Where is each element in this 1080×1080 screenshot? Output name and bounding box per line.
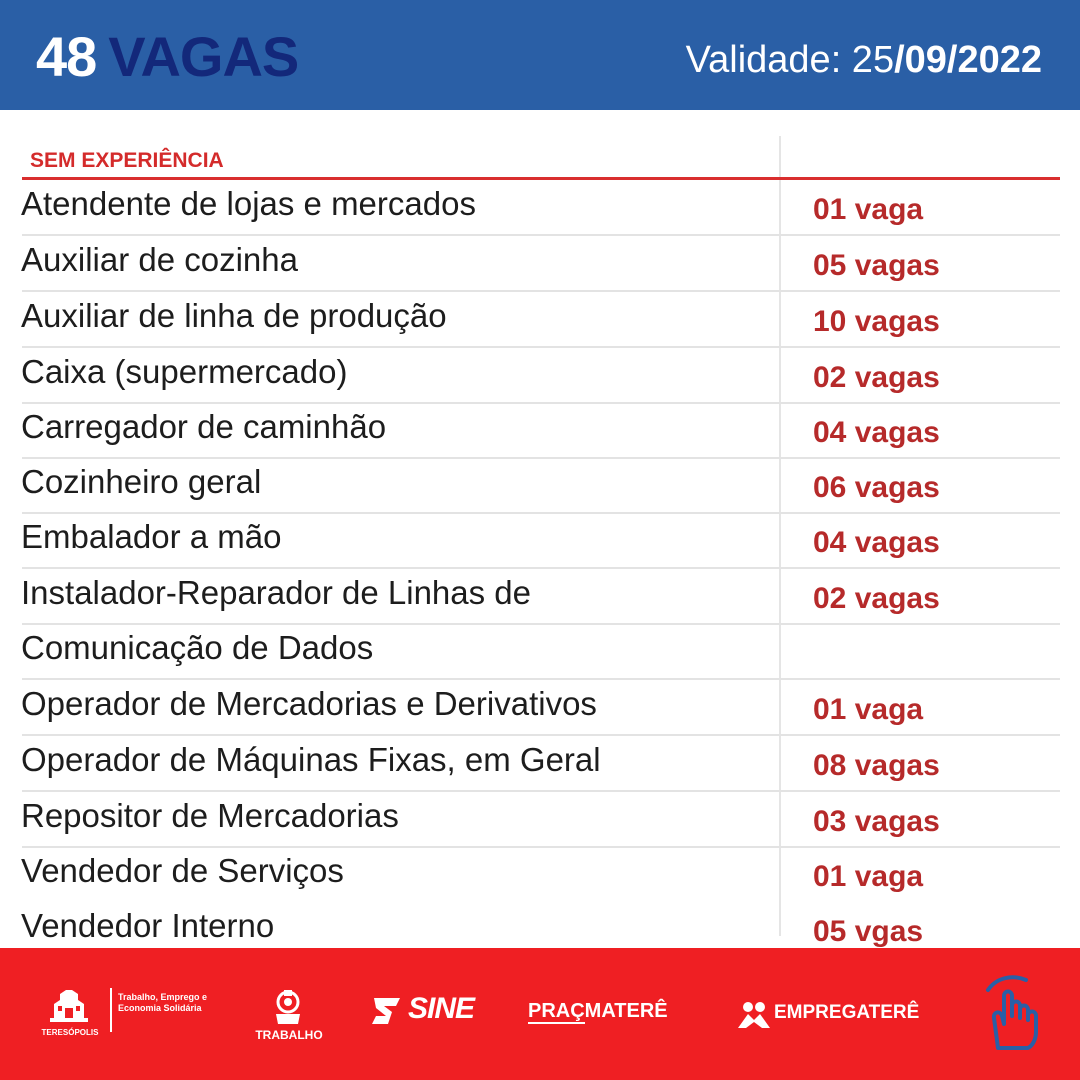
people-icon xyxy=(736,1000,772,1030)
job-quantity: 01 vaga xyxy=(813,693,924,726)
job-quantity: 06 vagas xyxy=(813,471,940,504)
job-quantity: 02 vagas xyxy=(813,582,940,615)
job-quantity: 03 vagas xyxy=(813,805,940,838)
table-row xyxy=(0,680,1080,736)
job-quantity: 02 vagas xyxy=(813,361,940,394)
job-role: Instalador-Reparador de Linhas de xyxy=(21,574,532,611)
job-quantity: 10 vagas xyxy=(813,305,940,338)
page-title xyxy=(36,26,298,88)
job-role: Carregador de caminhão xyxy=(21,408,387,445)
footer-logo-bar xyxy=(0,948,1080,1080)
job-table xyxy=(0,110,1080,948)
validity-date: /09/2022 xyxy=(894,39,1042,81)
sine-logo xyxy=(370,992,490,1036)
table-row xyxy=(0,403,1080,459)
job-role: Embalador a mão xyxy=(21,518,282,555)
section-title: SEM EXPERIÊNCIA xyxy=(30,149,224,172)
prefeitura-logo xyxy=(32,988,212,1048)
job-role: Cozinheiro geral xyxy=(21,463,262,500)
prefeitura-department: Trabalho, Emprego e Economia Solidária xyxy=(118,992,208,1013)
city-crest-icon xyxy=(46,988,92,1024)
praca-materre-logo xyxy=(528,1000,668,1023)
job-role: Operador de Mercadorias e Derivativos xyxy=(21,685,597,722)
prefeitura-town: TERESÓPOLIS xyxy=(41,1028,99,1037)
job-role: Operador de Máquinas Fixas, em Geral xyxy=(21,741,601,778)
empregatere-label: EMPREGATERÊ xyxy=(774,1002,920,1023)
table-row xyxy=(0,458,1080,514)
table-row xyxy=(0,513,1080,569)
header-bar xyxy=(0,0,1080,110)
job-role: Vendedor de Serviços xyxy=(21,852,344,889)
trabalho-logo xyxy=(246,988,332,1048)
job-role: Repositor de Mercadorias xyxy=(21,797,399,834)
sine-s-icon xyxy=(370,996,404,1026)
job-role: Atendente de lojas e mercados xyxy=(21,185,476,222)
title-word: VAGAS xyxy=(108,25,299,88)
table-row xyxy=(0,792,1080,848)
table-row xyxy=(0,348,1080,404)
job-quantity: 01 vaga xyxy=(813,860,924,893)
table-row xyxy=(0,180,1080,236)
job-quantity: 04 vagas xyxy=(813,526,940,559)
job-role: Caixa (supermercado) xyxy=(21,353,348,390)
validity-text xyxy=(686,38,1042,82)
table-row xyxy=(0,847,1080,903)
vacancy-count: 48 xyxy=(36,25,97,88)
table-row xyxy=(0,292,1080,348)
logo-divider xyxy=(110,988,112,1032)
table-row xyxy=(0,624,1080,680)
job-quantity: 08 vagas xyxy=(813,749,940,782)
job-quantity: 04 vagas xyxy=(813,416,940,449)
labor-seal-icon xyxy=(270,988,306,1026)
job-role: Vendedor Interno xyxy=(21,907,275,944)
job-role: Auxiliar de linha de produção xyxy=(21,297,447,334)
trabalho-label: TRABALHO xyxy=(255,1028,323,1042)
table-row xyxy=(0,569,1080,625)
sine-label: SINE xyxy=(408,992,475,1025)
touch-hand-icon xyxy=(978,970,1054,1052)
job-role: Auxiliar de cozinha xyxy=(21,241,298,278)
table-row xyxy=(0,236,1080,292)
table-row xyxy=(0,736,1080,792)
praca-left-label: PRAÇ xyxy=(528,1000,585,1022)
praca-right-label: MATERÊ xyxy=(584,1000,668,1022)
empregatere-logo xyxy=(736,1000,936,1034)
job-quantity: 05 vagas xyxy=(813,249,940,282)
job-role: Comunicação de Dados xyxy=(21,629,374,666)
job-quantity: 01 vaga xyxy=(813,193,924,226)
job-quantity: 05 vgas xyxy=(813,915,924,948)
validity-label: Validade: 25 xyxy=(685,39,895,81)
